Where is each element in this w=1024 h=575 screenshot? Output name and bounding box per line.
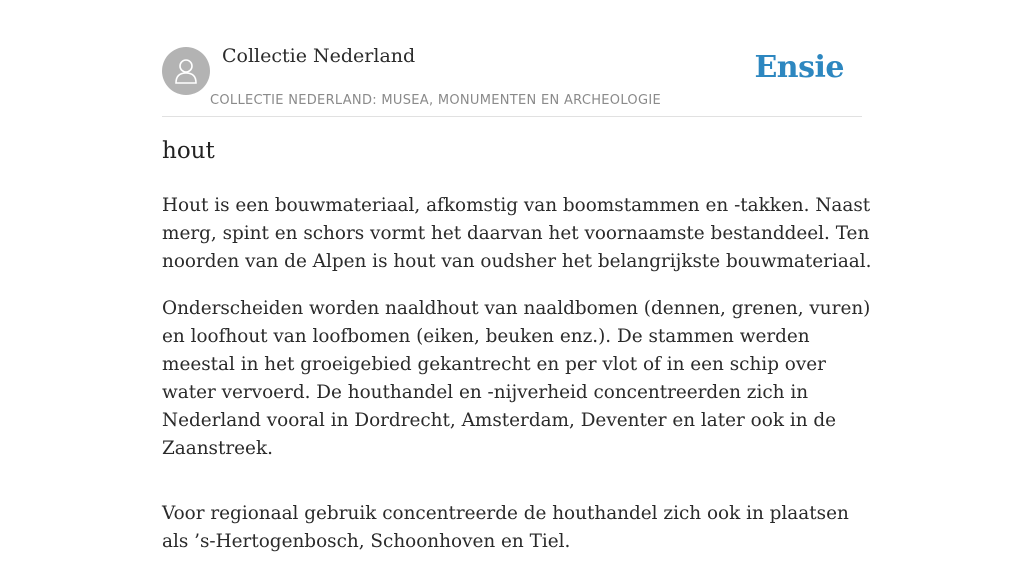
author-name[interactable]: Collectie Nederland — [222, 45, 416, 67]
article-body — [162, 192, 872, 575]
user-icon — [171, 56, 201, 86]
collection-subtitle[interactable]: COLLECTIE NEDERLAND: MUSEA, MONUMENTEN EN ARCHEOLOGIE — [210, 93, 661, 108]
article-header — [162, 0, 862, 117]
article-paragraph-2: Onderscheiden worden naaldhout van naaldbomen (dennen, grenen, vuren) en loofhout van loofbomen (eiken, beuken enz.). De stammen werden meestal in het groeigebied gekantrecht en per vlot of in een schip over water vervoerd. De houthandel en -nijverheid concentreerden zich in Nederland vooral in Dordrecht, Amsterdam, Deventer en later ook in de Zaanstreek. — [162, 298, 871, 459]
article-paragraph-1: Hout is een bouwmateriaal, afkomstig van boomstammen en -takken. Naast merg, spint en schors vormt het daarvan het voornaamste bestanddeel. Ten noorden van de Alpen is hout van oudsher het belangrijkste bouwmateriaal. — [162, 195, 872, 272]
article-title: hout — [162, 138, 215, 164]
ensie-logo[interactable]: Ensie — [754, 50, 844, 85]
author-avatar[interactable] — [162, 47, 210, 95]
article-paragraph-3: Voor regionaal gebruik concentreerde de houthandel zich ook in plaatsen als ’s-Hertogenbosch, Schoonhoven en Tiel. — [162, 503, 849, 552]
